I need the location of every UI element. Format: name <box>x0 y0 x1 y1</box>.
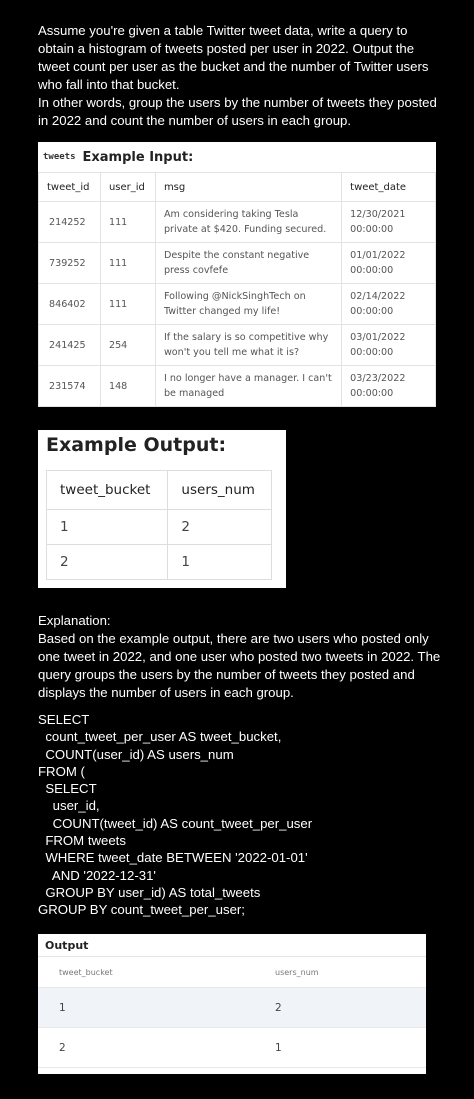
table-cell: 111 <box>100 284 155 325</box>
table-row <box>39 243 436 284</box>
table-name-label: tweets <box>43 152 76 162</box>
column-header: user_id <box>100 173 155 202</box>
table-header-row <box>38 957 426 988</box>
query-line: FROM tweets <box>38 833 126 849</box>
table-row <box>39 366 436 407</box>
explanation-section <box>38 612 442 702</box>
example-input-card <box>38 142 436 407</box>
table-row <box>47 545 272 580</box>
table-cell: I no longer have a manager. I can't be managed <box>155 366 341 407</box>
table-cell: 2 <box>38 1028 250 1068</box>
table-cell: 111 <box>100 202 155 243</box>
table-row <box>39 202 436 243</box>
query-line: SELECT <box>38 712 90 727</box>
table-cell: 241425 <box>39 325 101 366</box>
query-line: GROUP BY count_tweet_per_user; <box>38 902 245 918</box>
query-line: COUNT(user_id) AS users_num <box>38 746 234 762</box>
table-row <box>38 988 426 1028</box>
table-row <box>39 284 436 325</box>
query-line: AND '2022-12-31' <box>38 867 156 883</box>
table-cell: 1 <box>250 1028 426 1068</box>
table-cell: 739252 <box>39 243 101 284</box>
table-cell: 148 <box>100 366 155 407</box>
explanation-text: Based on the example output, there are two users who posted only one tweet in 2022, and one user who posted two tweets in 2022. The query groups the users by the number of tweets they posted and displays the number of users in each group. <box>38 631 441 700</box>
table-cell: 02/14/2022 00:00:00 <box>342 284 436 325</box>
table-cell: 214252 <box>39 202 101 243</box>
table-cell: If the salary is so competitive why won't you tell me what it is? <box>155 325 341 366</box>
query-line: FROM ( <box>38 763 85 779</box>
table-row <box>39 325 436 366</box>
problem-paragraph-1: Assume you're given a table Twitter tweet data, write a query to obtain a histogram of tweets posted per user in 2022. Output the tweet count per user as the bucket and the number of Twitter users who fall into that bucket. <box>38 23 429 92</box>
query-line: user_id, <box>38 798 100 814</box>
table-row <box>47 510 272 545</box>
problem-statement <box>38 22 440 130</box>
table-cell: 231574 <box>39 366 101 407</box>
column-header: tweet_date <box>342 173 436 202</box>
table-cell: Am considering taking Tesla private at $420. Funding secured. <box>155 202 341 243</box>
explanation-label: Explanation: <box>38 613 111 628</box>
table-cell: 1 <box>168 545 272 580</box>
table-cell: 12/30/2021 00:00:00 <box>342 202 436 243</box>
example-output-title: Example Output: <box>46 434 227 456</box>
example-output-table <box>46 470 272 580</box>
table-cell: 2 <box>168 510 272 545</box>
example-input-header <box>38 142 436 172</box>
column-header: users_num <box>168 471 272 510</box>
table-cell: 111 <box>100 243 155 284</box>
column-header: tweet_bucket <box>38 957 250 988</box>
table-cell: Following @NickSinghTech on Twitter changed my life! <box>155 284 341 325</box>
table-header-row <box>47 471 272 510</box>
query-line: GROUP BY user_id) AS total_tweets <box>38 884 261 900</box>
problem-paragraph-2: In other words, group the users by the number of tweets they posted in 2022 and count the number of users in each group. <box>38 95 437 128</box>
table-cell: 2 <box>250 988 426 1028</box>
query-line: COUNT(tweet_id) AS count_tweet_per_user <box>38 815 313 831</box>
table-cell: 01/01/2022 00:00:00 <box>342 243 436 284</box>
table-cell: 2 <box>47 545 168 580</box>
table-cell: 254 <box>100 325 155 366</box>
example-output-card <box>38 430 286 588</box>
output-panel-title: Output <box>45 939 89 952</box>
table-cell: 03/23/2022 00:00:00 <box>342 366 436 407</box>
table-cell: Despite the constant negative press covfefe <box>155 243 341 284</box>
example-input-title: Example Input: <box>82 149 194 165</box>
column-header: tweet_id <box>39 173 101 202</box>
output-result-table <box>38 957 426 1068</box>
column-header: msg <box>155 173 341 202</box>
query-output-panel <box>38 934 426 1074</box>
query-line: count_tweet_per_user AS tweet_bucket, <box>38 729 282 745</box>
table-cell: 03/01/2022 00:00:00 <box>342 325 436 366</box>
table-cell: 1 <box>38 988 250 1028</box>
sql-query <box>38 711 442 919</box>
query-line: WHERE tweet_date BETWEEN '2022-01-01' <box>38 850 308 866</box>
table-row <box>38 1028 426 1068</box>
column-header: users_num <box>250 957 426 988</box>
table-cell: 1 <box>47 510 168 545</box>
table-cell: 846402 <box>39 284 101 325</box>
query-line: SELECT <box>38 781 97 797</box>
example-input-table <box>38 172 436 407</box>
table-header-row <box>39 173 436 202</box>
column-header: tweet_bucket <box>47 471 168 510</box>
